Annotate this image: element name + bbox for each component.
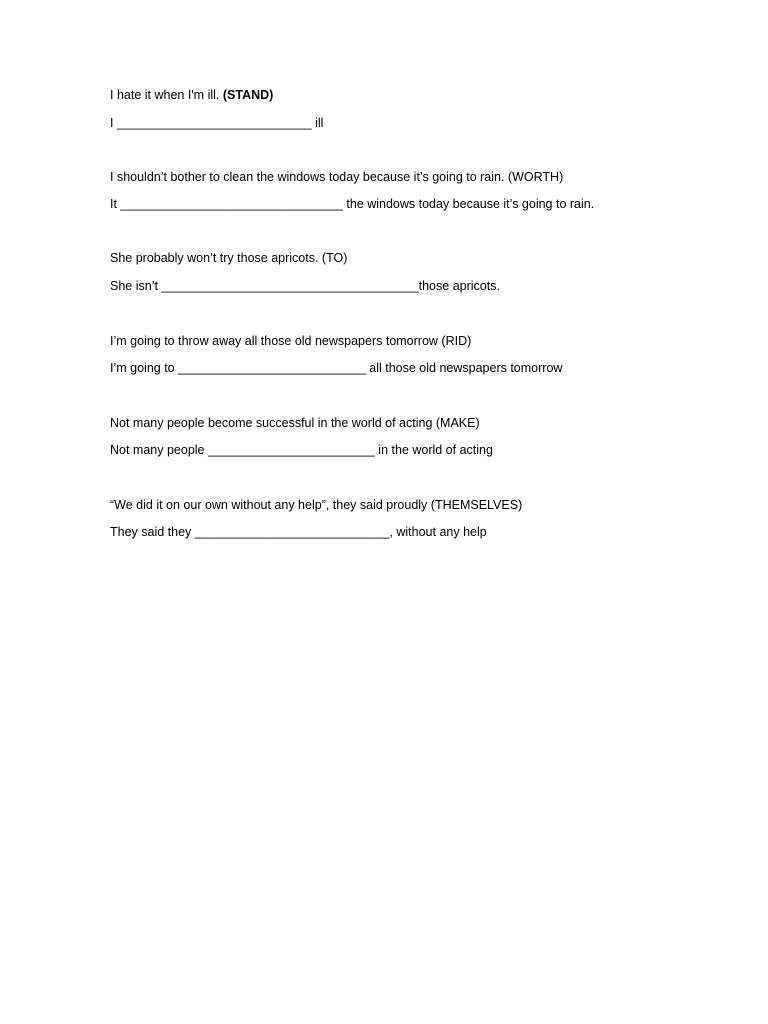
exercise-2-prompt: I shouldn’t bother to clean the windows today because it’s going to rain. (WORTH) bbox=[110, 170, 564, 184]
exercise-2-answer-line: It ________________________________ the windows today because it’s going to rain. bbox=[110, 197, 595, 211]
exercise-1-answer-line: I ____________________________ ill bbox=[110, 116, 324, 130]
exercise-1-prompt bbox=[110, 87, 273, 103]
exercise-3-prompt: She probably won’t try those apricots. (TO) bbox=[110, 251, 348, 265]
exercise-1-keyword: (STAND) bbox=[222, 88, 274, 102]
exercise-6-prompt: “We did it on our own without any help”, they said proudly (THEMSELVES) bbox=[110, 498, 523, 512]
exercise-4-answer-line: I’m going to ___________________________ all those old newspapers tomorrow bbox=[110, 361, 563, 375]
exercise-1-prompt-text: I hate it when I'm ill. bbox=[110, 88, 220, 102]
exercise-5-prompt: Not many people become successful in the world of acting (MAKE) bbox=[110, 416, 480, 430]
exercise-3-answer-line: She isn’t _____________________________________those apricots. bbox=[110, 279, 500, 293]
exercise-6-answer-line: They said they ____________________________, without any help bbox=[110, 525, 487, 539]
exercise-4-prompt: I’m going to throw away all those old newspapers tomorrow (RID) bbox=[110, 334, 472, 348]
exercise-5-answer-line: Not many people ________________________ in the world of acting bbox=[110, 443, 493, 457]
